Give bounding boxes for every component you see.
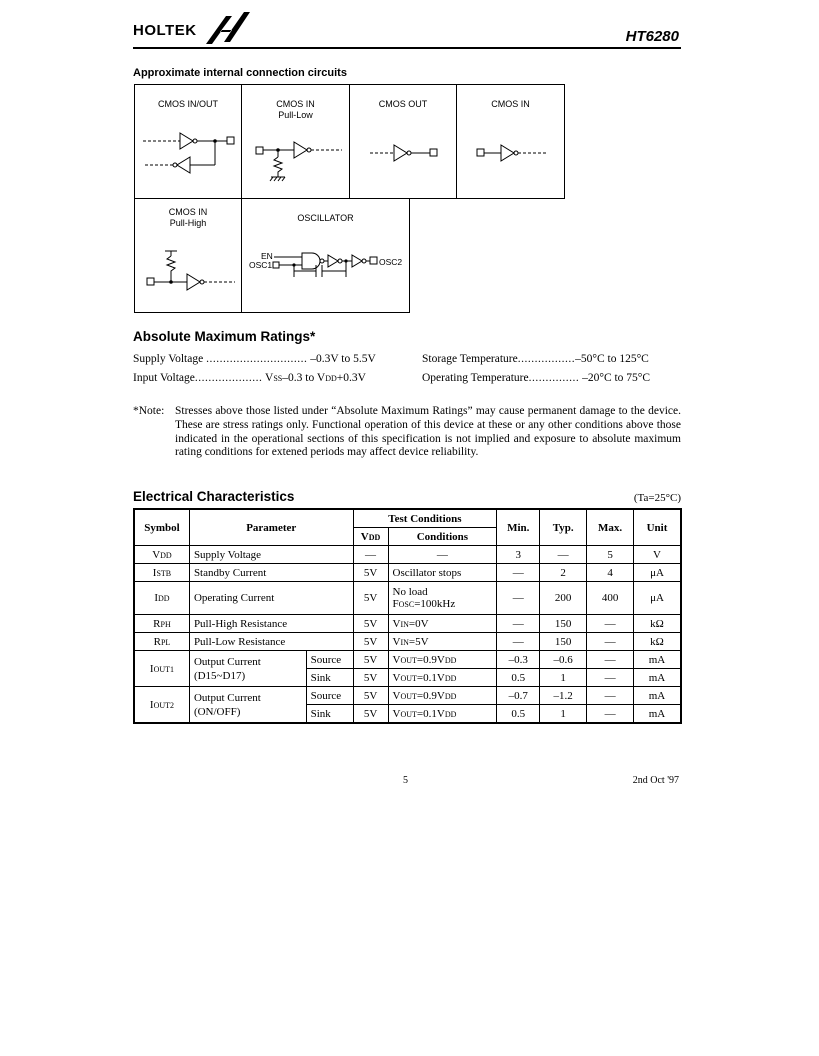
rating-value: VSS–0.3 to VDD+0.3V <box>265 372 366 384</box>
cell-conditions: VOUT=0.9VDD <box>388 687 497 705</box>
header-test-conditions: Test Conditions <box>353 509 497 528</box>
table-row <box>134 564 681 582</box>
circuits-heading: Approximate internal connection circuits <box>133 67 347 79</box>
ratings-heading: Absolute Maximum Ratings* <box>133 329 316 344</box>
header-max: Max. <box>587 509 634 546</box>
circuit-label: OSCILLATOR <box>297 213 354 223</box>
table-row <box>134 546 681 564</box>
header-unit: Unit <box>634 509 681 546</box>
cell-typ: 200 <box>540 582 587 615</box>
table-header-row <box>134 509 681 528</box>
header-typ: Typ. <box>540 509 587 546</box>
rating-dots: ............... <box>528 372 580 384</box>
cell-conditions: VIN=0V <box>388 615 497 633</box>
circuit-cmos-in-pulllow <box>241 84 350 199</box>
cell-max: — <box>587 651 634 669</box>
cell-symbol: IDD <box>134 582 189 615</box>
holtek-logo-icon <box>200 8 260 48</box>
cell-symbol: RPH <box>134 615 189 633</box>
cell-min: 3 <box>497 546 540 564</box>
osc-en-label: EN <box>261 251 273 261</box>
cell-vdd: 5V <box>353 687 388 705</box>
cell-conditions: VOUT=0.1VDD <box>388 705 497 724</box>
rating-label: Storage Temperature <box>422 353 518 365</box>
cell-vdd: 5V <box>353 564 388 582</box>
cell-symbol: ISTB <box>134 564 189 582</box>
cell-typ: 150 <box>540 615 587 633</box>
cell-vdd: 5V <box>353 651 388 669</box>
rating-value: –50°C to 125°C <box>575 353 649 365</box>
rating-dots: .................... <box>194 372 263 384</box>
cell-min: — <box>497 615 540 633</box>
note <box>133 405 681 460</box>
circuit-cmos-in <box>456 84 565 199</box>
cell-parameter: Output Current (D15~D17) <box>189 651 306 687</box>
header-symbol: Symbol <box>134 509 189 546</box>
cell-min: — <box>497 633 540 651</box>
cell-mode: Sink <box>306 705 353 724</box>
note-body: Stresses above those listed under “Absolute Maximum Ratings” may cause permanent damage to the device. These are stress ratings only. Functional operation of this device at these or any other conditions above those indicated in the operational sections of this specification is not implied and exposure to absolute maximum rating conditions for extened periods may affect device reliability. <box>175 405 681 459</box>
circuit-cmos-inout <box>134 84 242 199</box>
cell-typ: –0.6 <box>540 651 587 669</box>
circuit-label: CMOS IN <box>491 99 530 109</box>
cell-typ: 150 <box>540 633 587 651</box>
cell-typ: 1 <box>540 705 587 724</box>
cell-max: — <box>587 669 634 687</box>
cell-min: — <box>497 564 540 582</box>
header-parameter: Parameter <box>189 509 353 546</box>
osc1-label: OSC1 <box>249 260 273 270</box>
rating-label: Operating Temperature <box>422 372 529 384</box>
cell-symbol: VDD <box>134 546 189 564</box>
doc-title: HT6280 <box>625 28 679 45</box>
rating-dots: .............................. <box>206 353 308 365</box>
circuit-label: CMOS IN/OUT <box>158 99 218 109</box>
table-row <box>134 582 681 615</box>
cell-typ: — <box>540 546 587 564</box>
rating-input-voltage <box>133 372 366 384</box>
cell-symbol: RPL <box>134 633 189 651</box>
logo-text: HOLTEK <box>133 22 197 39</box>
cmos-in-pullhigh-diagram <box>135 199 243 314</box>
cell-vdd: 5V <box>353 669 388 687</box>
table-row <box>134 615 681 633</box>
cell-unit: kΩ <box>634 615 681 633</box>
cell-mode: Sink <box>306 669 353 687</box>
cell-vdd: 5V <box>353 615 388 633</box>
cell-vdd: 5V <box>353 582 388 615</box>
rating-operating-temperature <box>422 372 650 384</box>
header-vdd: VDD <box>353 528 388 546</box>
cell-typ: 1 <box>540 669 587 687</box>
cell-max: 400 <box>587 582 634 615</box>
cell-max: — <box>587 633 634 651</box>
cmos-in-diagram <box>457 85 566 200</box>
osc2-label: OSC2 <box>379 257 403 267</box>
note-lead: *Note: <box>133 405 165 417</box>
table-row <box>134 687 681 705</box>
rating-value: –20°C to 75°C <box>582 372 651 384</box>
cell-max: 4 <box>587 564 634 582</box>
cell-min: 0.5 <box>497 705 540 724</box>
cmos-in-pulllow-diagram <box>242 85 351 200</box>
cell-min: –0.7 <box>497 687 540 705</box>
table-row <box>134 651 681 669</box>
electrical-heading: Electrical Characteristics <box>133 489 295 504</box>
cell-max: 5 <box>587 546 634 564</box>
rating-storage-temperature <box>422 353 649 365</box>
cell-min: –0.3 <box>497 651 540 669</box>
cell-parameter: Standby Current <box>189 564 353 582</box>
cell-conditions: VOUT=0.1VDD <box>388 669 497 687</box>
cell-max: — <box>587 687 634 705</box>
cell-parameter: Output Current (ON/OFF) <box>189 687 306 724</box>
cell-unit: kΩ <box>634 633 681 651</box>
cell-vdd: 5V <box>353 633 388 651</box>
header-min: Min. <box>497 509 540 546</box>
rating-label: Input Voltage <box>133 372 195 384</box>
cell-conditions: Oscillator stops <box>388 564 497 582</box>
header-conditions: Conditions <box>388 528 497 546</box>
circuit-label: CMOS OUT <box>378 99 428 109</box>
cell-unit: μA <box>634 564 681 582</box>
circuit-label-line: Pull-High <box>169 218 207 228</box>
rating-dots: ................. <box>517 353 576 365</box>
cell-mode: Source <box>306 651 353 669</box>
cell-max: — <box>587 705 634 724</box>
rating-supply-voltage <box>133 353 376 365</box>
cell-typ: 2 <box>540 564 587 582</box>
cell-parameter: Supply Voltage <box>189 546 353 564</box>
cell-symbol: IOUT1 <box>134 651 189 687</box>
cell-symbol: IOUT2 <box>134 687 189 724</box>
cell-conditions: VOUT=0.9VDD <box>388 651 497 669</box>
cell-max: — <box>587 615 634 633</box>
cell-mode: Source <box>306 687 353 705</box>
circuit-label-line: Pull-Low <box>278 110 313 120</box>
cell-parameter: Pull-High Resistance <box>189 615 353 633</box>
cell-vdd: — <box>353 546 388 564</box>
cell-min: 0.5 <box>497 669 540 687</box>
circuit-cmos-out <box>349 84 457 199</box>
cell-typ: –1.2 <box>540 687 587 705</box>
cell-conditions: VIN=5V <box>388 633 497 651</box>
electrical-characteristics-table <box>133 508 682 724</box>
cmos-out-diagram <box>350 85 458 200</box>
table-row <box>134 633 681 651</box>
cell-unit: V <box>634 546 681 564</box>
page-date: 2nd Oct '97 <box>632 775 679 786</box>
cmos-inout-diagram <box>135 85 243 200</box>
oscillator-diagram <box>242 199 411 314</box>
ambient-temperature-note: (Ta=25°C) <box>633 492 681 504</box>
header-rule <box>133 47 681 49</box>
cell-unit: μA <box>634 582 681 615</box>
circuit-cmos-in-pullhigh <box>134 198 242 313</box>
cell-parameter: Pull-Low Resistance <box>189 633 353 651</box>
cell-vdd: 5V <box>353 705 388 724</box>
rating-label: Supply Voltage <box>133 353 204 365</box>
circuit-label-line: CMOS IN <box>168 207 208 217</box>
page-number: 5 <box>403 775 408 786</box>
cell-unit: mA <box>634 669 681 687</box>
circuit-label-line: CMOS IN <box>276 99 315 109</box>
cell-parameter: Operating Current <box>189 582 353 615</box>
circuit-oscillator <box>241 198 410 313</box>
cell-unit: mA <box>634 705 681 724</box>
cell-conditions: — <box>388 546 497 564</box>
cell-min: — <box>497 582 540 615</box>
cell-conditions: No load FOSC=100kHz <box>388 582 497 615</box>
rating-value: –0.3V to 5.5V <box>310 353 376 365</box>
cell-unit: mA <box>634 651 681 669</box>
cell-unit: mA <box>634 687 681 705</box>
